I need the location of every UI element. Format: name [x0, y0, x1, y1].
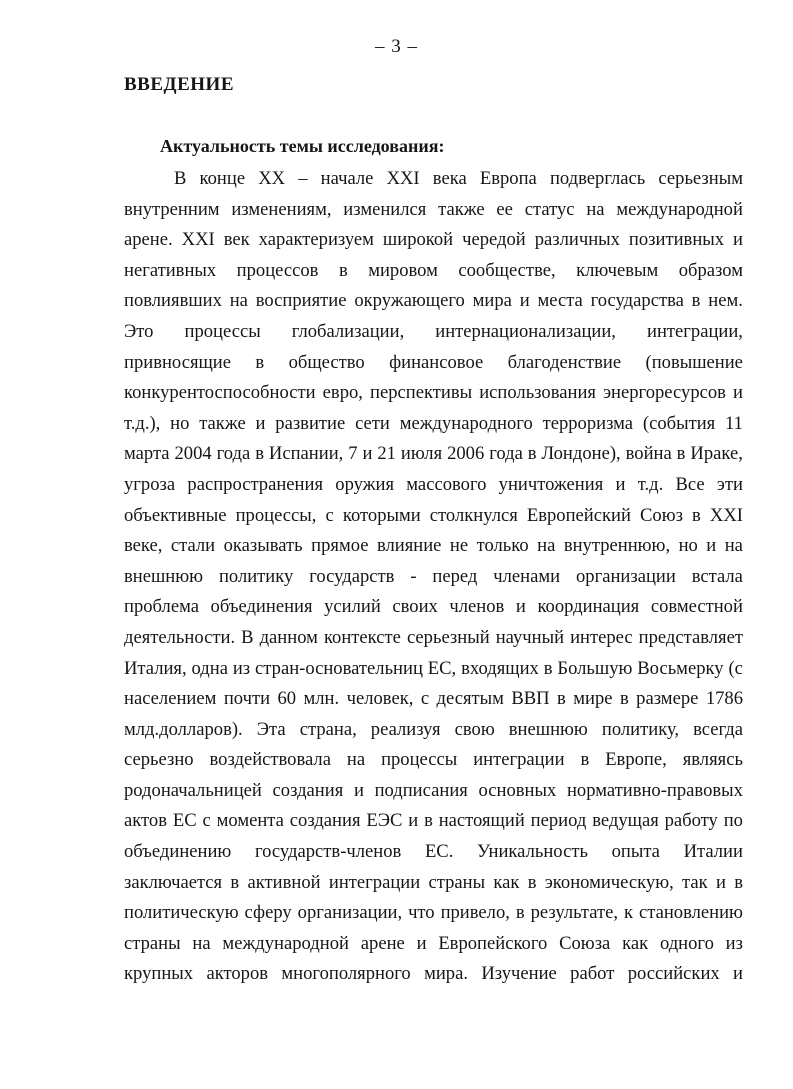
paragraph-line: марта 2004 года в Испании, 7 и 21 июля 2006 года в Лондоне), война в Ираке, — [124, 443, 743, 465]
paragraph-line: актов ЕС с момента создания ЕЭС и в настоящий период ведущая работу по — [124, 810, 743, 832]
paragraph-line: негативных процессов в мировом сообществе, ключевым образом — [124, 259, 743, 281]
paragraph-line: крупных акторов многополярного мира. Изучение работ российских и — [124, 963, 743, 985]
body-paragraph — [124, 164, 743, 990]
paragraph-line: арене. XXI век характеризуем широкой чередой различных позитивных и — [124, 229, 743, 251]
paragraph-line: внешнюю политику государств - перед членами организации встала — [124, 565, 743, 587]
paragraph-line: млд.долларов). Эта страна, реализуя свою внешнюю политику, всегда — [124, 718, 743, 740]
paragraph-line: политическую сферу организации, что привело, в результате, к становлению — [124, 902, 743, 924]
page-number: – 3 – — [375, 36, 418, 57]
paragraph-line: объективные процессы, с которыми столкнулся Европейский Союз в XXI — [124, 504, 743, 526]
paragraph-line: Италия, одна из стран-основательниц ЕС, входящих в Большую Восьмерку (с — [124, 657, 743, 679]
paragraph-line: родоначальницей создания и подписания основных нормативно-правовых — [124, 779, 743, 801]
section-heading: ВВЕДЕНИЕ — [124, 74, 234, 95]
paragraph-line: объединению государств-членов ЕС. Уникальность опыта Италии — [124, 841, 743, 863]
subsection-heading: Актуальность темы исследования: — [160, 136, 445, 156]
paragraph-line: угроза распространения оружия массового уничтожения и т.д. Все эти — [124, 473, 743, 495]
paragraph-line: деятельности. В данном контексте серьезный научный интерес представляет — [124, 626, 743, 648]
paragraph-line: Это процессы глобализации, интернационализации, интеграции, — [124, 320, 743, 342]
paragraph-line: заключается в активной интеграции страны как в экономическую, так и в — [124, 871, 743, 893]
paragraph-line: В конце XX – начале XXI века Европа подверглась серьезным — [174, 168, 743, 189]
paragraph-line: конкурентоспособности евро, перспективы использования энергоресурсов и — [124, 382, 743, 404]
paragraph-line: повлиявших на восприятие окружающего мира и места государства в нем. — [124, 290, 743, 312]
paragraph-line: серьезно воздействовала на процессы интеграции в Европе, являясь — [124, 749, 743, 771]
paragraph-line: страны на международной арене и Европейского Союза как одного из — [124, 932, 743, 954]
paragraph-line: проблема объединения усилий своих членов и координация совместной — [124, 596, 743, 618]
paragraph-line: веке, стали оказывать прямое влияние не только на внутреннюю, но и на — [124, 535, 743, 557]
paragraph-line: населением почти 60 млн. человек, с десятым ВВП в мире в размере 1786 — [124, 688, 743, 710]
paragraph-line: привносящие в общество финансовое благоденствие (повышение — [124, 351, 743, 373]
paragraph-line: внутренним изменениям, изменился также ее статус на международной — [124, 198, 743, 220]
paragraph-line: т.д.), но также и развитие сети международного терроризма (события 11 — [124, 412, 743, 434]
